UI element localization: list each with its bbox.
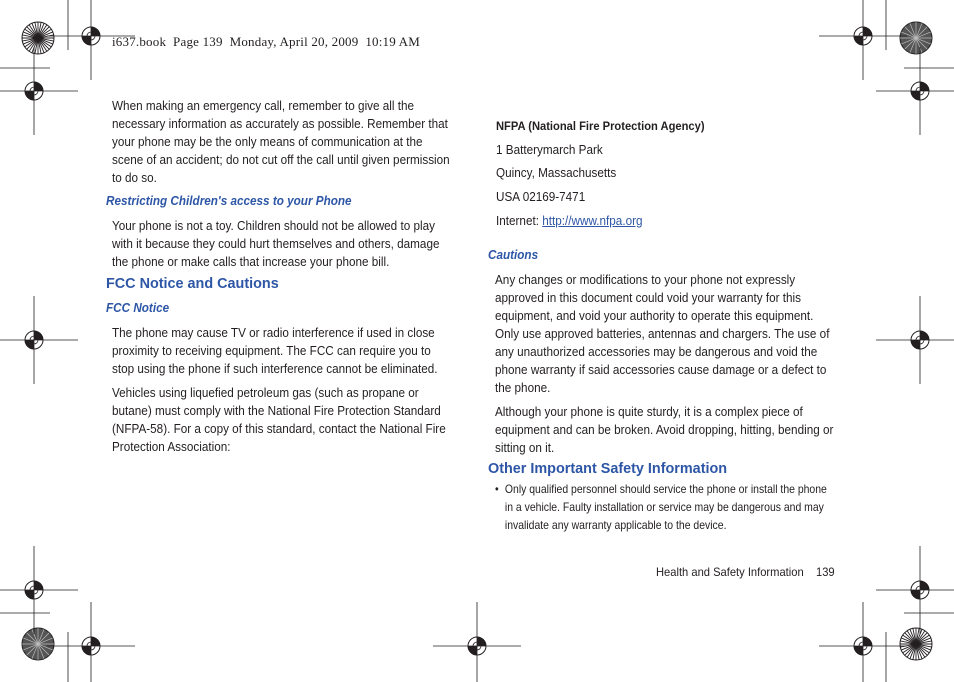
modifications-caution-paragraph: Any changes or modifications to your phone not expressly approved in this document could void your warranty for this equipment, and void your authority to operate this equipment. Only use approved batteries, antennas and chargers. The use of any unauthorized accessories may be dangerous and void the phone warranty if said accessories cause damage or a defect to the phone. bbox=[495, 273, 830, 395]
nfpa-website-link[interactable]: http://www.nfpa.org bbox=[542, 214, 643, 228]
children-access-heading: Restricting Children's access to your Phone bbox=[106, 194, 352, 208]
nfpa-address-zip: USA 02169-7471 bbox=[496, 190, 586, 204]
bullet-text: Only qualified personnel should service the phone or install the phone in a vehicle. Faulty installation or service may be dangerous and may invalidate any warranty applicable to the device. bbox=[504, 483, 827, 532]
footer-section-title: Health and Safety Information bbox=[656, 565, 804, 579]
nfpa-address-city: Quincy, Massachusetts bbox=[496, 166, 617, 180]
nfpa-address-street: 1 Batterymarch Park bbox=[496, 143, 603, 157]
other-safety-info-heading: Other Important Safety Information bbox=[488, 461, 728, 477]
lpg-vehicles-paragraph: Vehicles using liquefied petroleum gas (such as propane or butane) must comply with the National Fire Protection Standard (NFPA-58). For a copy of this standard, contact the National Fire Protection Association: bbox=[112, 386, 446, 454]
fcc-interference-paragraph: The phone may cause TV or radio interference if used in close proximity to receiving equipment. The FCC can require you to stop using the phone if such interference cannot be eliminated. bbox=[112, 326, 438, 376]
footer-page-number: 139 bbox=[816, 565, 835, 579]
nfpa-internet-line bbox=[496, 212, 643, 230]
bullet-mark: • bbox=[495, 483, 499, 496]
sturdy-phone-paragraph: Although your phone is quite sturdy, it is a complex piece of equipment and can be broken. Avoid dropping, hitting, bending or sitting on it. bbox=[495, 405, 834, 455]
list-item bbox=[495, 481, 828, 535]
fcc-notice-heading: FCC Notice bbox=[106, 301, 170, 315]
nfpa-address-title: NFPA (National Fire Protection Agency) bbox=[496, 119, 705, 133]
book-header-line: i637.book Page 139 Monday, April 20, 2009 10:19 AM bbox=[112, 34, 421, 49]
fcc-notice-cautions-heading: FCC Notice and Cautions bbox=[106, 276, 279, 292]
emergency-call-paragraph: When making an emergency call, remember to give all the necessary information as accurately as possible. Remember that your phone may be the only means of communication at the scene of an accident; do not cut off the call until given permission to do so. bbox=[112, 99, 450, 185]
internet-label: Internet: bbox=[496, 214, 543, 228]
children-paragraph: Your phone is not a toy. Children should not be allowed to play with it because they could hurt themselves and others, damage the phone or make calls that increase your phone bill. bbox=[112, 219, 440, 269]
cautions-heading: Cautions bbox=[488, 248, 539, 262]
